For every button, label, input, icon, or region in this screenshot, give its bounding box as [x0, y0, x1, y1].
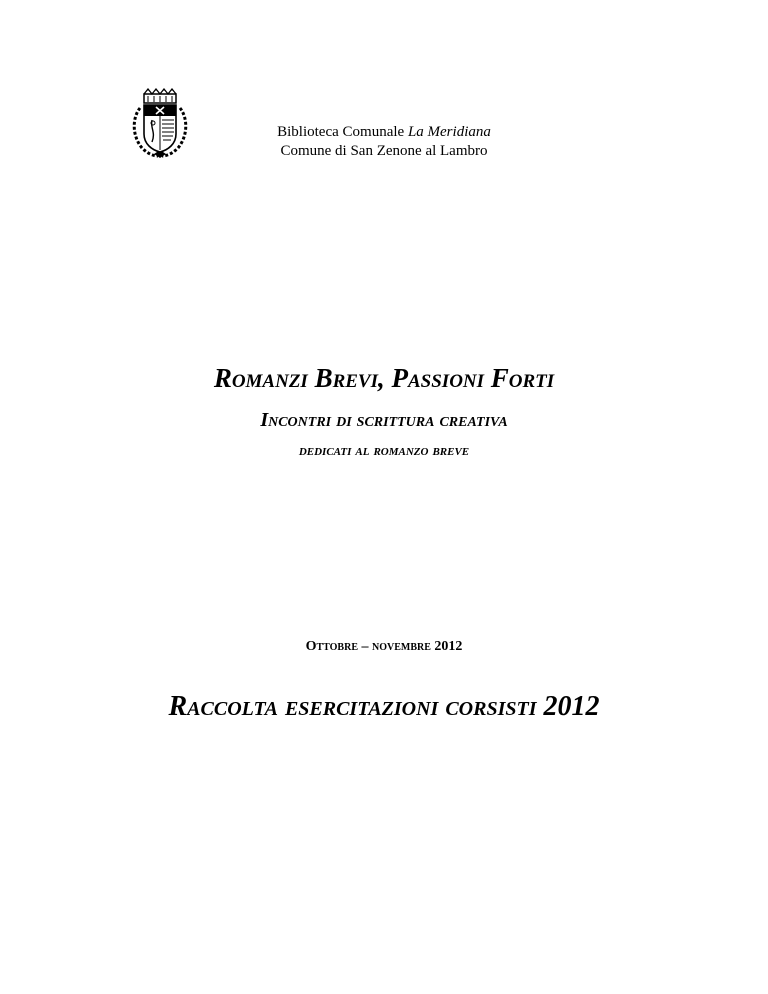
collection-year: 2012 — [543, 691, 600, 722]
library-name-italic: La Meridiana — [407, 124, 491, 140]
library-name — [200, 123, 568, 142]
collection-title-text: Raccolta esercitazioni corsisti — [168, 691, 544, 722]
library-name-prefix: Biblioteca Comunale — [277, 124, 408, 140]
coat-of-arms-icon — [126, 88, 194, 160]
main-title: Romanzi Brevi, Passioni Forti — [213, 363, 555, 393]
subtitle: Incontri di scrittura creativa — [260, 409, 508, 431]
course-dates: Ottobre – novembre 2012 — [305, 639, 463, 654]
collection-title — [40, 690, 728, 724]
subtitle-detail: dedicati al romanzo breve — [298, 442, 470, 459]
municipality-name: Comune di San Zenone al Lambro — [280, 143, 488, 159]
